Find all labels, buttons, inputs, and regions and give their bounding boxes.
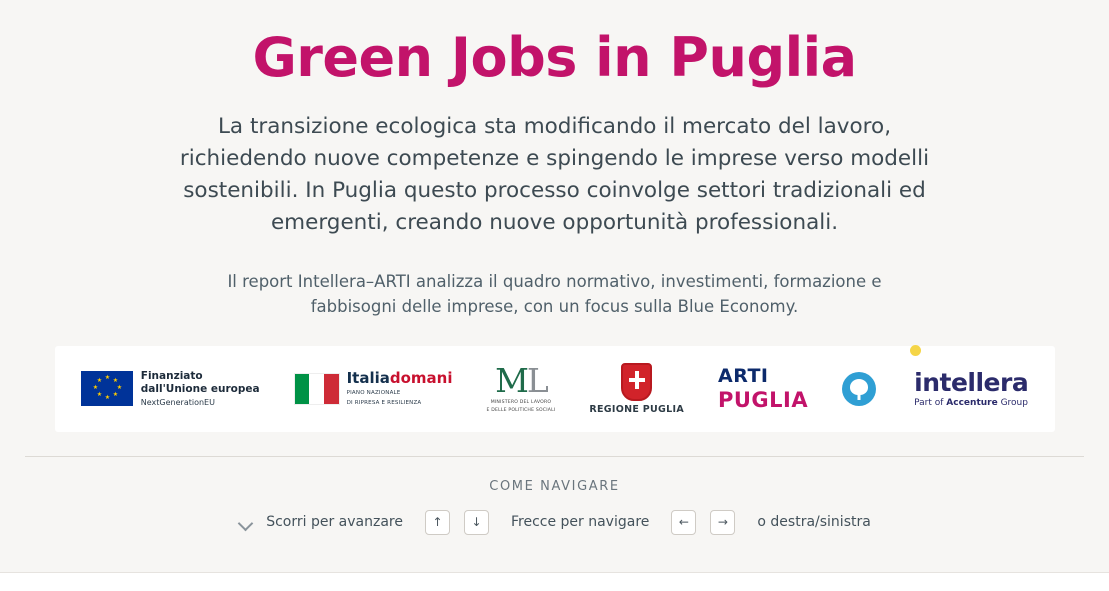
eu-line-2: dall'Unione europea [140, 382, 260, 395]
intellera-tagline: Part of Accenture Group [914, 398, 1028, 409]
chevron-down-icon[interactable] [238, 514, 254, 530]
mlps-sub-1: MINISTERO DEL LAVORO [490, 399, 552, 405]
eu-line-1: Finanziato [140, 369, 203, 382]
italian-flag-icon [294, 373, 340, 405]
eu-line-3: NextGenerationEU [140, 397, 215, 407]
arrow-keys-hint-label: Frecce per navigare [510, 514, 650, 531]
navigation-help-row [238, 510, 871, 535]
italia-domani-sub-2: DI RIPRESA E RESILIENZA [346, 400, 422, 407]
regione-puglia-label: REGIONE PUGLIA [589, 403, 684, 415]
sides-hint-label: o destra/sinistra [757, 514, 871, 531]
subtitle-paragraph: Il report Intellera–ARTI analizza il quadro normativo, investimenti, formazione e fabbisogni delle imprese, con un focus sulla Blue Economy. [227, 271, 882, 317]
intellera-dot-icon [910, 345, 921, 356]
italia-domani-name: Italiadomani [346, 369, 453, 388]
lead-paragraph: La transizione ecologica sta modificando il mercato del lavoro, richiedendo nuove competenze e spingendo le imprese verso modelli sostenibili. In Puglia questo processo coinvolge settori tradizionali ed emergenti, creando nuove opportunità professionali. [179, 114, 930, 235]
logo-strip [55, 346, 1055, 432]
regione-puglia-crest-icon [621, 363, 652, 401]
logo-european-union [81, 358, 260, 420]
arti-line-1: ARTI [717, 364, 769, 387]
scroll-hint-label: Scorri per avanzare [266, 514, 403, 531]
logo-regione-puglia [589, 358, 684, 420]
logo-italia-domani [294, 358, 453, 420]
key-arrow-left[interactable]: ← [671, 510, 696, 535]
logo-intellera [910, 358, 1028, 420]
logo-arti-puglia [718, 358, 808, 420]
logo-ministero-lavoro [486, 358, 555, 420]
navigation-help-title: COME NAVIGARE [489, 478, 620, 494]
arti-line-2: PUGLIA [717, 387, 809, 412]
section-divider [25, 456, 1084, 457]
key-arrow-down[interactable]: ↓ [464, 510, 489, 535]
mlps-sub-2: E DELLE POLITICHE SOCIALI [486, 408, 556, 414]
italia-domani-sub-1: PIANO NAZIONALE [346, 389, 401, 396]
key-arrow-right[interactable]: → [710, 510, 735, 535]
mlps-monogram: ML [495, 360, 547, 400]
bottom-bar [0, 572, 1109, 591]
page-title: Green Jobs in Puglia [252, 26, 857, 89]
intellera-name: intellera [914, 367, 1029, 397]
tree-icon [842, 372, 876, 406]
eu-flag-icon: ★ ★ ★ ★ ★ ★ ★ ★ [81, 371, 133, 406]
eu-logo-text [141, 370, 260, 408]
logo-tree-badge [842, 358, 876, 420]
key-arrow-up[interactable]: ↑ [425, 510, 450, 535]
